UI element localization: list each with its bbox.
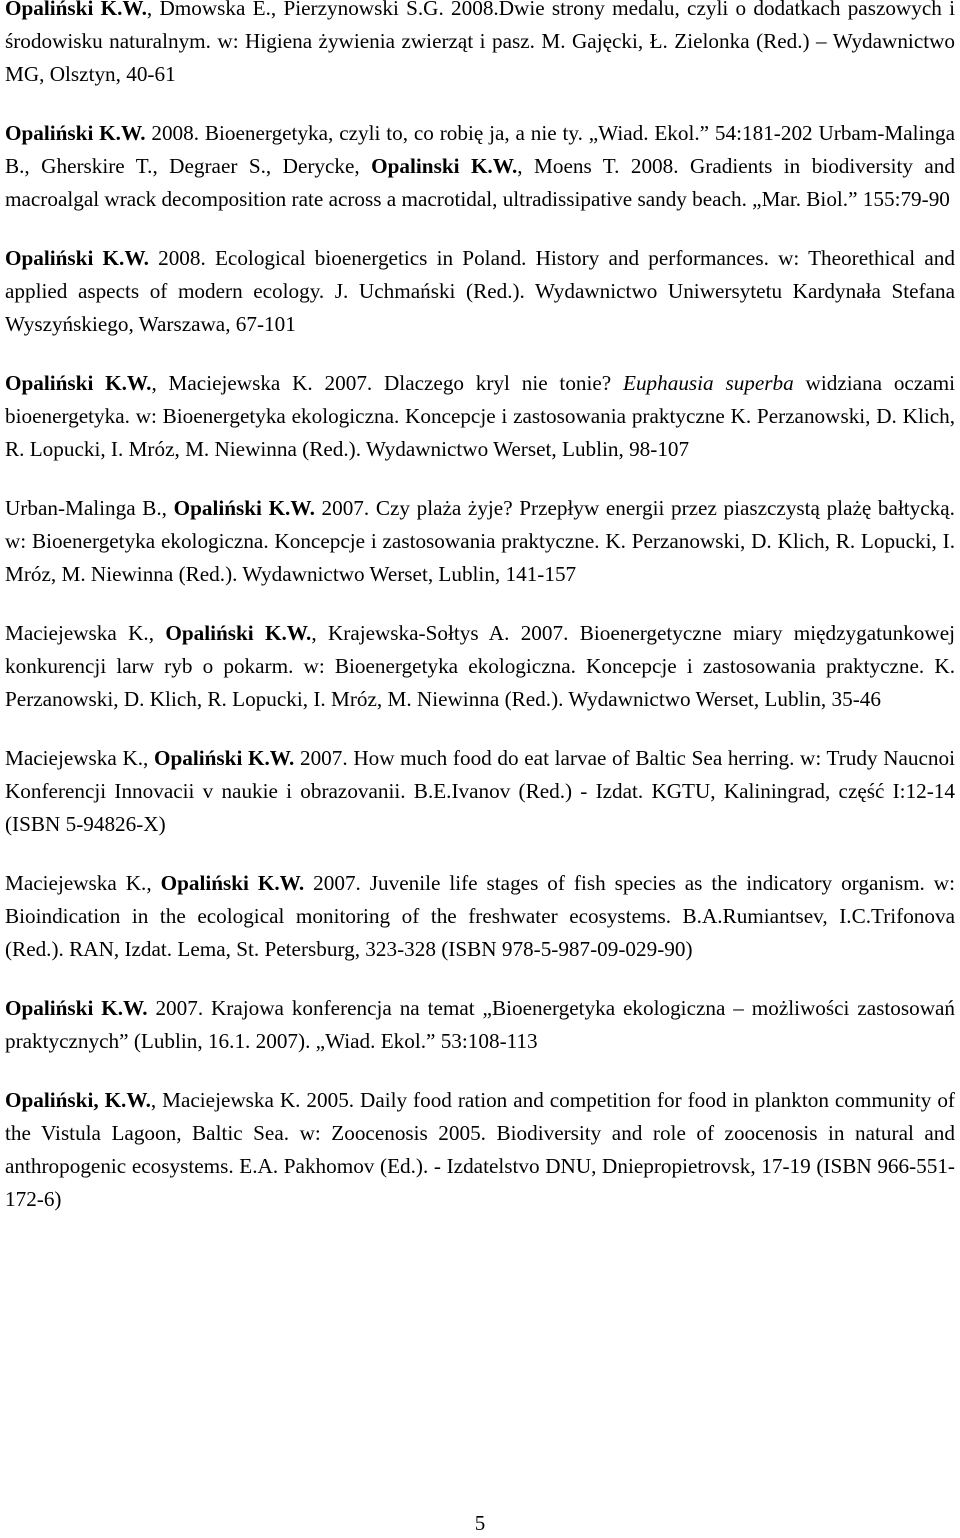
ref-text: , Maciejewska K. 2005. Daily food ration and competition for food in plankton community of the Vistula Lagoon, Baltic Sea. w: Zoocenosis 2005. Biodiversity and role of zoocenosis in natural and anthropogenic ecosystems. E.A. Pakhomov (Ed.). - Izdatelstvo DNU, Dniepropietrovsk, 17-19 (ISBN 966-551-172-6) xyxy=(5,1088,955,1211)
ref-text: , Moens T. 2008. Gradients in biodiversity and macroalgal wrack decomposition rate across a macrotidal, ultradissipative sandy beach. „Mar. Biol.” 155:79-90 xyxy=(5,154,955,211)
reference-entry xyxy=(5,742,955,841)
ref-text: Opaliński K.W. xyxy=(5,246,149,270)
ref-text: Maciejewska K., xyxy=(5,871,161,895)
ref-text: 2008. Bioenergetyka, czyli to, co robię ja, a nie ty. „Wiad. Ekol.” 54:181-202 Urbam-Malinga B., Gherskire T., Degraer S., Derycke, xyxy=(5,121,955,178)
reference-list xyxy=(5,0,955,1242)
reference-entry xyxy=(5,617,955,716)
ref-text: Maciejewska K., xyxy=(5,746,154,770)
ref-text: Euphausia superba xyxy=(623,371,794,395)
ref-text: Opaliński K.W. xyxy=(165,621,312,645)
page-number: 5 xyxy=(474,1511,486,1535)
reference-entry xyxy=(5,1084,955,1216)
reference-entry xyxy=(5,492,955,591)
ref-text: Urban-Malinga B., xyxy=(5,496,174,520)
reference-entry xyxy=(5,242,955,341)
ref-text: , Dmowska E., Pierzynowski S.G. 2008.Dwie strony medalu, czyli o dodatkach paszowych i środowisku naturalnym. w: Higiena żywienia zwierząt i pasz. M. Gajęcki, Ł. Zielonka (Red.) – Wydawnictwo MG, Olsztyn, 40-61 xyxy=(5,0,955,86)
ref-text: widziana oczami bioenergetyka. w: Bioenergetyka ekologiczna. Koncepcje i zastosowania praktyczne K. Perzanowski, D. Klich, R. Lopucki, I. Mróz, M. Niewinna (Red.). Wydawnictwo Werset, Lublin, 98-107 xyxy=(5,371,955,461)
reference-entry xyxy=(5,0,955,91)
ref-text: Opaliński K.W. xyxy=(5,996,148,1020)
ref-text: Opaliński K.W. xyxy=(5,121,146,145)
ref-text: Opaliński K.W. xyxy=(173,496,315,520)
ref-text: Opaliński K.W. xyxy=(154,746,295,770)
ref-text: 2008. Ecological bioenergetics in Poland. History and performances. w: Theorethical and applied aspects of modern ecology. J. Uchmański (Red.). Wydawnictwo Uniwersytetu Kardynała Stefana Wyszyńskiego, Warszawa, 67-101 xyxy=(5,246,955,336)
ref-text: Maciejewska K., xyxy=(5,621,166,645)
ref-text: 2007. Czy plaża żyje? Przepływ energii przez piaszczystą plażę bałtycką. w: Bioenergetyka ekologiczna. Koncepcje i zastosowania praktyczne. K. Perzanowski, D. Klich, R. Lopucki, I. Mróz, M. Niewinna (Red.). Wydawnictwo Werset, Lublin, 141-157 xyxy=(5,496,955,586)
ref-text: 2007. Juvenile life stages of fish species as the indicatory organism. w: Bioindication in the ecological monitoring of the freshwater ecosystems. B.A.Rumiantsev, I.C.Trifonova (Red.). RAN, Izdat. Lema, St. Petersburg, 323-328 (ISBN 978-5-987-09-029-90) xyxy=(5,871,955,961)
reference-entry xyxy=(5,867,955,966)
ref-text: Opaliński K.W. xyxy=(5,371,152,395)
ref-text: Opaliński, K.W. xyxy=(5,1088,151,1112)
ref-text: Opaliński K.W. xyxy=(5,0,147,20)
ref-text: , Krajewska-Sołtys A. 2007. Bioenergetyczne miary międzygatunkowej konkurencji larw ryb o pokarm. w: Bioenergetyka ekologiczna. Koncepcje i zastosowania praktyczne. K. Perzanowski, D. Klich, R. Lopucki, I. Mróz, M. Niewinna (Red.). Wydawnictwo Werset, Lublin, 35-46 xyxy=(5,621,955,711)
ref-text: 2007. How much food do eat larvae of Baltic Sea herring. w: Trudy Naucnoi Konferencji Innovacii v naukie i obrazovanii. B.E.Ivanov (Red.) - Izdat. KGTU, Kaliningrad, część I:12-14 (ISBN 5-94826-X) xyxy=(5,746,955,836)
ref-text: Opaliński K.W. xyxy=(160,871,305,895)
reference-entry xyxy=(5,117,955,216)
reference-entry xyxy=(5,992,955,1058)
ref-text: Opalinski K.W. xyxy=(371,154,518,178)
reference-entry xyxy=(5,367,955,466)
ref-text: 2007. Krajowa konferencja na temat „Bioenergetyka ekologiczna – możliwości zastosowań praktycznych” (Lublin, 16.1. 2007). „Wiad. Ekol.” 53:108-113 xyxy=(5,996,955,1053)
ref-text: , Maciejewska K. 2007. Dlaczego kryl nie tonie? xyxy=(151,371,624,395)
